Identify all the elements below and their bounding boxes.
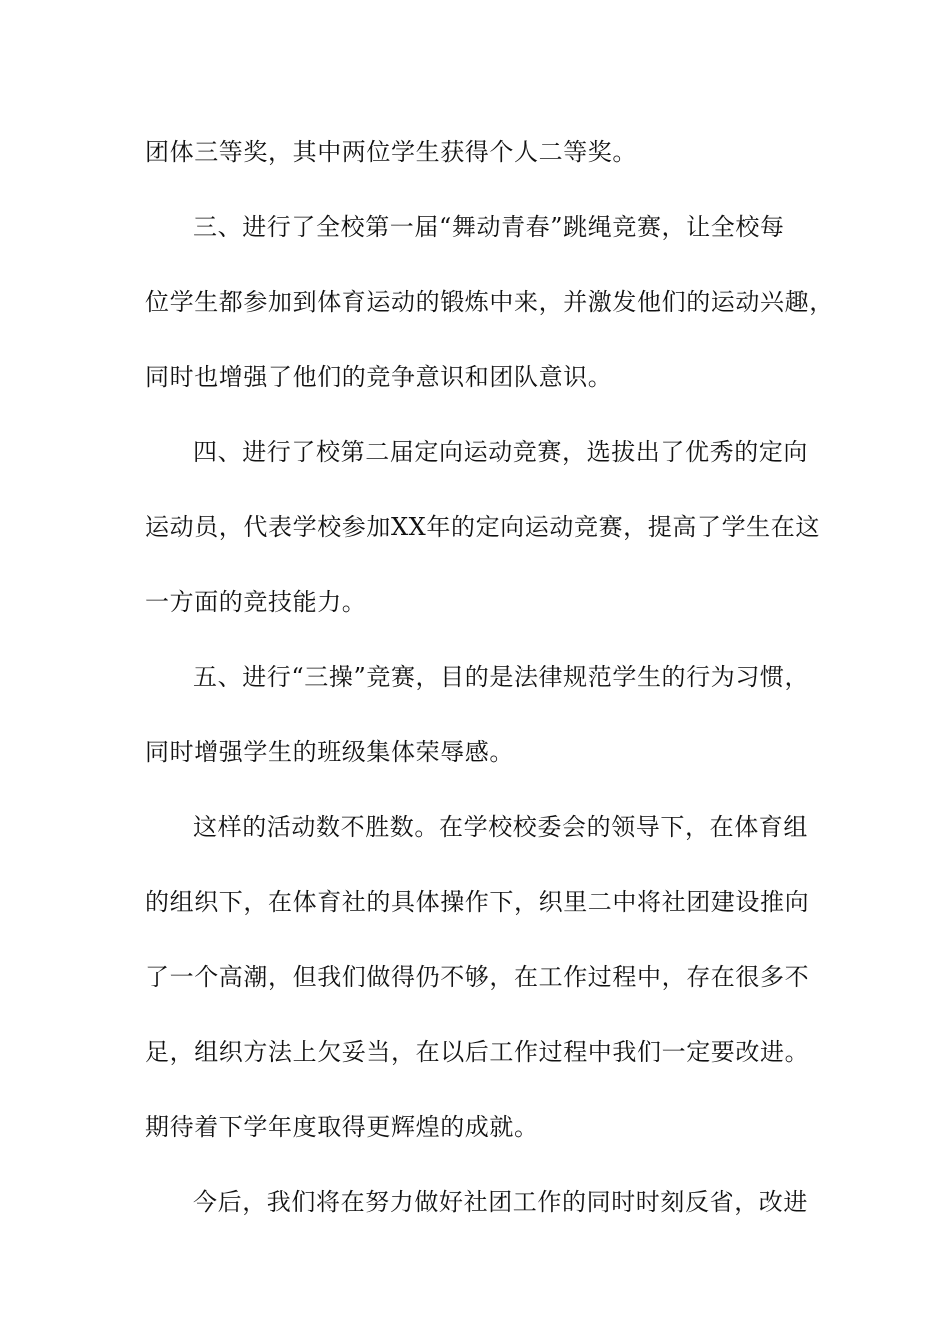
text-line: 一方面的竞技能力。 xyxy=(145,588,367,616)
text-line: 期待着下学年度取得更辉煌的成就。 xyxy=(145,1113,539,1141)
text-line: 同时也增强了他们的竞争意识和团队意识。 xyxy=(145,363,613,391)
text-line: 位学生都参加到体育运动的锻炼中来，并激发他们的运动兴趣， xyxy=(145,288,834,316)
paragraph-start: 三、进行了全校第一届“舞动青春”跳绳竞赛，让全校每 xyxy=(193,213,785,241)
text-line: 足，组织方法上欠妥当，在以后工作过程中我们一定要改进。 xyxy=(145,1038,810,1066)
text-line: 团体三等奖，其中两位学生获得个人二等奖。 xyxy=(145,138,637,166)
paragraph-start: 四、进行了校第二届定向运动竞赛，选拔出了优秀的定向 xyxy=(193,438,808,466)
text-line: 运动员，代表学校参加XX年的定向运动竞赛，提高了学生在这 xyxy=(145,513,820,541)
paragraph-start: 今后，我们将在努力做好社团工作的同时时刻反省，改进 xyxy=(193,1188,808,1216)
text-line: 了一个高潮，但我们做得仍不够，在工作过程中，存在很多不 xyxy=(145,963,810,991)
paragraph-start: 这样的活动数不胜数。在学校校委会的领导下，在体育组 xyxy=(193,813,808,841)
text-line: 同时增强学生的班级集体荣辱感。 xyxy=(145,738,514,766)
text-line: 的组织下，在体育社的具体操作下，织里二中将社团建设推向 xyxy=(145,888,810,916)
paragraph-start: 五、进行“三操”竞赛，目的是法律规范学生的行为习惯， xyxy=(193,663,810,691)
